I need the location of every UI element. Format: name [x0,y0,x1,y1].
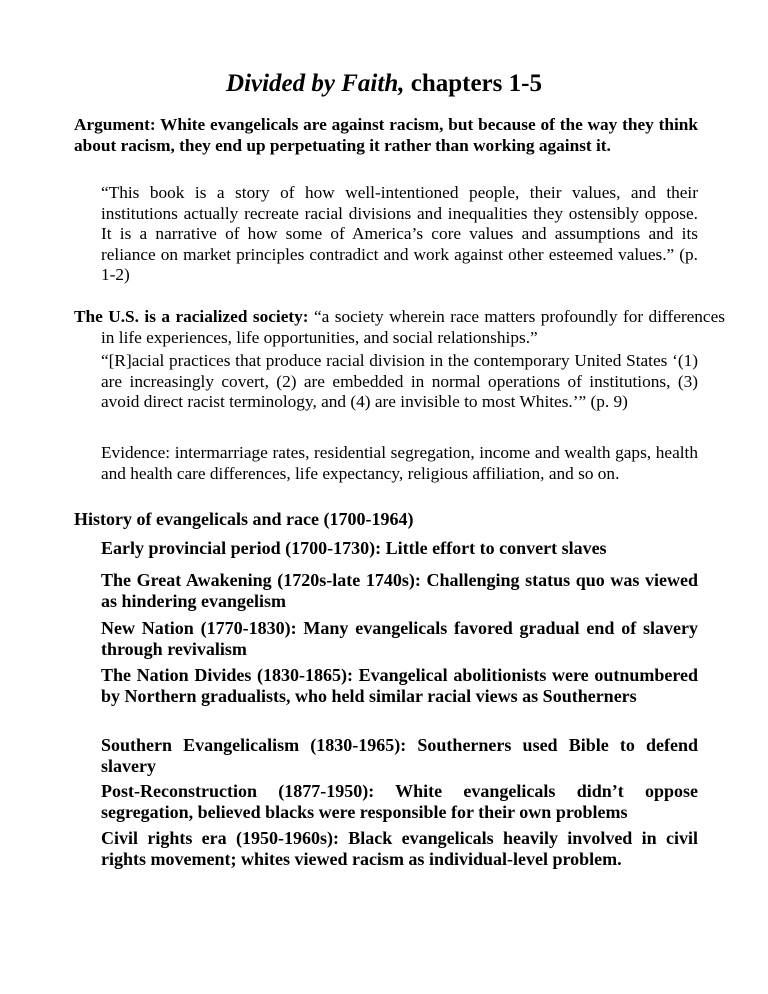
period-item: The Great Awakening (1720s-late 1740s): Challenging status quo was viewed as hindering evangelism [101,570,698,611]
period-item: New Nation (1770-1830): Many evangelicals favored gradual end of slavery through revivalism [101,618,698,659]
period-item: Post-Reconstruction (1877-1950): White evangelicals didn’t oppose segregation, believed blacks were responsible for their own problems [101,781,698,822]
racialized-society-paragraph [74,307,725,348]
page-title [0,68,768,100]
racialized-society-label: The U.S. is a racialized society: [74,307,309,326]
racialized-society-definition: “a society wherein race matters profoundly for differences in life experiences, life opportunities, and social relationships.” [101,307,725,347]
argument-paragraph: Argument: White evangelicals are against racism, but because of the way they think about racism, they end up perpetuating it rather than working against it. [74,115,698,155]
evidence-paragraph: Evidence: intermarriage rates, residential segregation, income and wealth gaps, health and health care differences, life expectancy, religious affiliation, and so on. [101,443,698,483]
period-item: The Nation Divides (1830-1865): Evangelical abolitionists were outnumbered by Northern gradualists, who held similar racial views as Southerners [101,665,698,706]
title-suffix: chapters 1-5 [404,70,542,97]
period-item: Civil rights era (1950-1960s): Black evangelicals heavily involved in civil rights movement; whites viewed racism as individual-level problem. [101,828,698,869]
quote-racial-practices: “[R]acial practices that produce racial division in the contemporary United States ‘(1) are increasingly covert, (2) are embedded in normal operations of institutions, (3) avoid direct racist terminology, and (4) are invisible to most Whites.’” (p. 9) [101,351,698,411]
book-title: Divided by Faith, [226,70,405,97]
period-item: Southern Evangelicalism (1830-1965): Southerners used Bible to defend slavery [101,735,698,776]
history-heading: History of evangelicals and race (1700-1964) [74,509,414,529]
period-item: Early provincial period (1700-1730): Little effort to convert slaves [101,538,607,558]
quote-book-story: “This book is a story of how well-intentioned people, their values, and their institutions actually recreate racial divisions and inequalities they ostensibly oppose. It is a narrative of how some of America’s core values and assumptions and its reliance on market principles contradict and work against other esteemed values.” (p. 1-2) [101,183,698,284]
